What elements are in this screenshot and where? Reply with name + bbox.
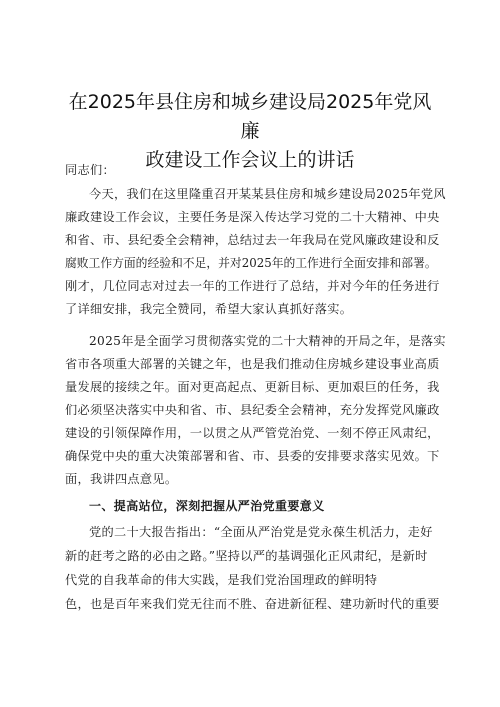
paragraph-line: 廉政建设工作会议，主要任务是深入传达学习党的二十大精神、中央: [65, 210, 440, 224]
paragraph-line: 了详细安排，我完全赞同，希望大家认真抓好落实。: [65, 302, 353, 316]
paragraph-line: 和省、市、县纪委全会精神，总结过去一年我局在党风廉政建设和反: [65, 233, 440, 247]
paragraph-line: 今天，我们在这里隆重召开某某县住房和城乡建设局2025年党风: [89, 187, 446, 201]
paragraph-line: 新的赶考之路的必由之路。”坚持以严的基调强化正风肃纪，是新时: [65, 549, 428, 563]
paragraph-line: 们必须坚决落实中央和省、市、县纪委全会精神，充分发挥党风廉政: [65, 403, 440, 417]
paragraph-line: 量发展的接续之年。面对更高起点、更新目标、更加艰巨的任务，我: [65, 380, 440, 394]
paragraph-line: 党的二十大报告指出：“全面从严治党是党永葆生机活力，走好: [89, 525, 433, 539]
paragraph-line: 色，也是百年来我们党无往而不胜、奋进新征程、建功新时代的重要: [65, 597, 440, 611]
paragraph-line: 刚才，几位同志对过去一年的工作进行了总结，并对今年的任务进行: [65, 279, 440, 293]
paragraph-line: 建设的引领保障作用，一以贯之从严管党治党、一刻不停正风肃纪，: [65, 426, 440, 440]
section-heading: 一、提高站位，深刻把握从严治党重要意义: [89, 499, 325, 513]
salutation: 同志们：: [65, 163, 115, 177]
title-line-2: 政建设工作会议上的讲话: [145, 149, 355, 171]
paragraph-line: 腐败工作方面的经验和不足，并对2025年的工作进行全面安排和部署。: [65, 256, 437, 270]
paragraph-line: 代党的自我革命的伟大实践，是我们党治国理政的鲜明特: [65, 573, 378, 587]
paragraph-line: 面，我讲四点意见。: [65, 472, 178, 486]
paragraph-line: 省市各项重大部署的关键之年，也是我们推动住房城乡建设事业高质: [65, 357, 440, 371]
title-line-1: 在2025年县住房和城乡建设局2025年党风廉: [68, 91, 432, 142]
paragraph-line: 2025年是全面学习贯彻落实党的二十大精神的开局之年，是落实: [89, 334, 446, 348]
paragraph-line: 确保党中央的重大决策部署和省、市、县委的安排要求落实见效。下: [65, 449, 440, 463]
